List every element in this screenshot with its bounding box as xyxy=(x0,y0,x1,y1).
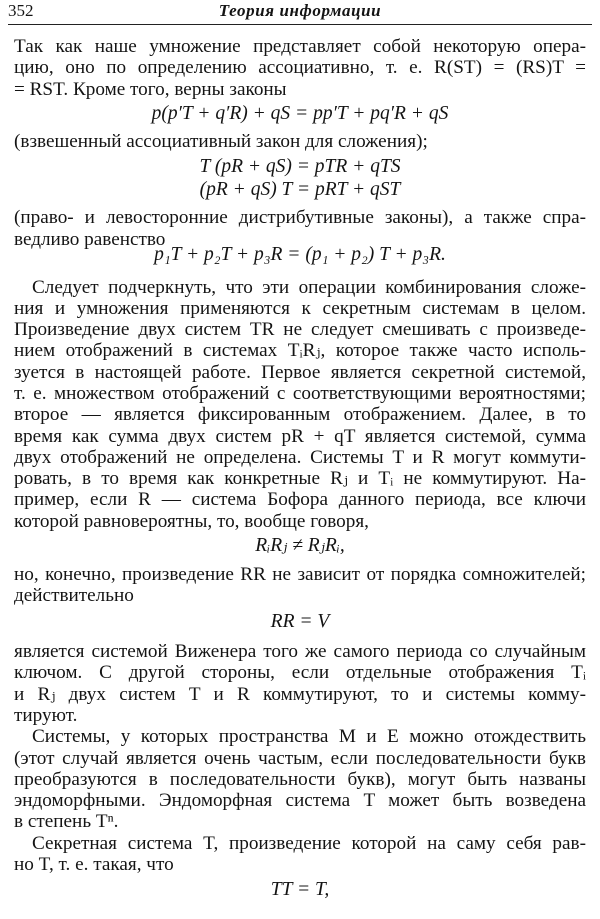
formula-vigenere: RR = V xyxy=(270,611,330,632)
formula-idempotent: TT = T, xyxy=(270,879,330,900)
text-line: нием отображений в системах TᵢRⱼ, которое также часто исполь- xyxy=(14,340,586,361)
text-line: действительно xyxy=(14,585,134,606)
text-line: ния и умножения применяются к секретным системам в целом. xyxy=(14,298,586,319)
text-line: цию, оно по определению ассоциативно, т. е. R(ST) = (RS)T = xyxy=(14,57,586,78)
text-line: ключом. С другой стороны, если отдельные отображения Tᵢ xyxy=(14,662,586,683)
text-line: т. е. множеством отображений с соответствующими вероятностями; xyxy=(14,383,586,404)
page-number: 352 xyxy=(8,1,34,20)
text-line: (этот случай является очень частым, если последовательности букв xyxy=(14,748,586,769)
text-line: в степень Tⁿ. xyxy=(14,811,119,832)
text-line: (право- и левосторонние дистрибутивные законы), а также спра- xyxy=(14,207,586,228)
text-line: (взвешенный ассоциативный закон для сложения); xyxy=(14,131,428,152)
formula-left-distributive: T (pR + qS) = pTR + qTS xyxy=(199,156,401,177)
formula-weighted-associative: p(p′T + q′R) + qS = pp′T + pq′R + qS xyxy=(151,103,449,124)
text-line: ведливо равенство xyxy=(14,229,166,250)
text-line: Системы, у которых пространства M и E можно отождествить xyxy=(32,726,586,747)
text-line: пример, если R — система Бофора данного периода, все ключи xyxy=(14,489,586,510)
text-line: ровать, в то время как конкретные Rⱼ и Tᵢ не коммутируют. На- xyxy=(14,468,586,489)
page-header xyxy=(8,0,592,25)
text-line: преобразуются в последовательности букв), могут быть названы xyxy=(14,769,586,790)
running-title: Теория информации xyxy=(218,1,382,20)
text-line: время как сумма двух систем pR + qT является системой, сумма xyxy=(14,426,586,447)
text-line: тируют. xyxy=(14,705,78,726)
text-line: двух отображений не определена. Системы T и R могут коммути- xyxy=(14,447,586,468)
formula-right-distributive: (pR + qS) T = pRT + qST xyxy=(199,179,401,200)
text-line: Так как наше умножение представляет собой некоторую опера- xyxy=(14,36,586,57)
text-line: Секретная система T, произведение которой на саму себя рав- xyxy=(32,833,586,854)
text-line: но T, т. е. такая, что xyxy=(14,854,174,875)
text-line: эндоморфными. Эндоморфная система T может быть возведена xyxy=(14,790,586,811)
text-line: Следует подчеркнуть, что эти операции комбинирования сложе- xyxy=(32,277,586,298)
formula-sum-equality: p₁T + p₂T + p₃R = (p₁ + p₂) T + p₃R. xyxy=(154,244,446,265)
formula-noncommuting: RᵢRⱼ ≠ RⱼRᵢ, xyxy=(255,535,345,556)
text-line: второе — является фиксированным отображением. Далее, в то xyxy=(14,404,586,425)
text-line: = RST. Кроме того, верны законы xyxy=(14,79,287,100)
text-line: но, конечно, произведение RR не зависит от порядка сомножителей; xyxy=(14,564,586,585)
text-line: Произведение двух систем TR не следует смешивать с произведе- xyxy=(14,319,586,340)
text-line: зуется в настоящей работе. Первое является секретной системой, xyxy=(14,362,586,383)
text-line: является системой Виженера того же самого периода со случайным xyxy=(14,641,586,662)
text-line: которой равновероятны, то, вообще говоря, xyxy=(14,511,369,532)
text-line: и Rⱼ двух систем T и R коммутируют, то и системы комму- xyxy=(14,684,586,705)
